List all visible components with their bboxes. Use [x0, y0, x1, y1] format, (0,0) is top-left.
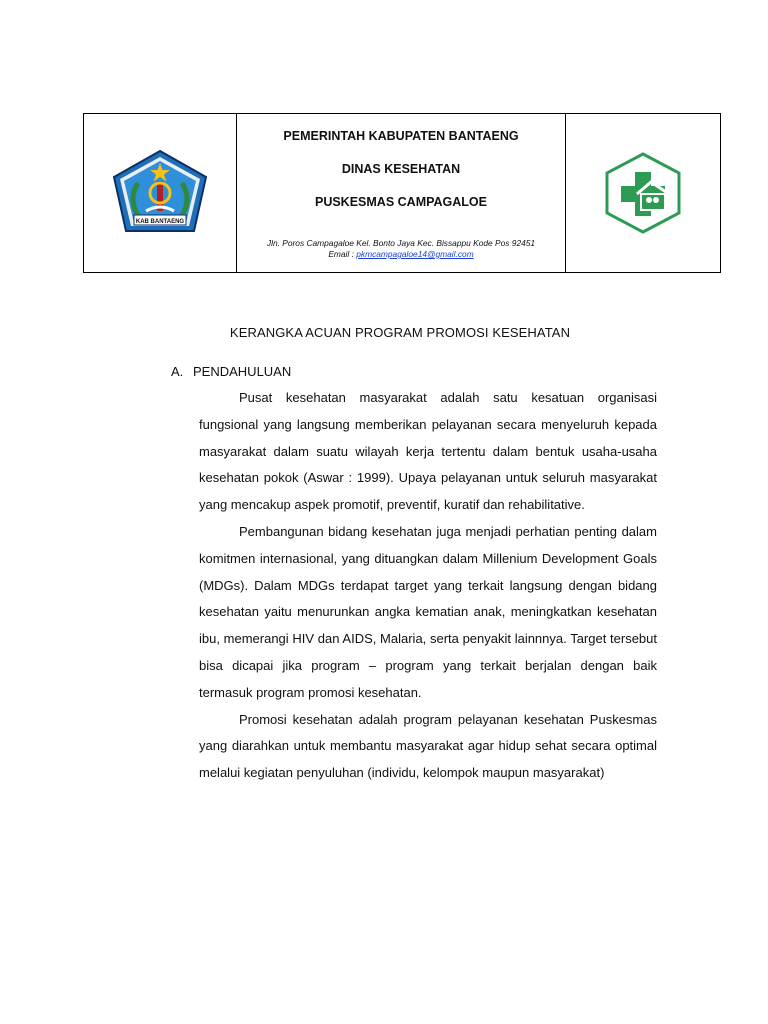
paragraph: Pembangunan bidang kesehatan juga menjadi perhatian penting dalam komitmen internasional, yang dituangkan dalam Millenium Development Goals (MDGs). Dalam MDGs terdapat target yang terkait langsung dengan bidang kesehatan yaitu menurunkan angka kematian anak, meningkatkan kesehatan ibu, memerangi HIV dan AIDS, Malaria, serta penyakit lainnnya. Target tersebut bisa dicapai jika program – program yang terkait berjalan dengan baik termasuk program promosi kesehatan.: [199, 523, 657, 700]
letterhead-table: [83, 113, 721, 273]
institution-header: [237, 114, 566, 272]
email-label: Email :: [328, 249, 357, 259]
puskesmas-logo-icon: [601, 150, 685, 236]
paragraph: Pusat kesehatan masyarakat adalah satu kesatuan organisasi fungsional yang langsung memberikan pelayanan secara menyeluruh kepada masyarakat dalam suatu wilayah kerja tertentu dalam bentuk usaha-usaha kesehatan pokok (Aswar : 1999). Upaya pelayanan untuk seluruh masyarakat yang mencakup aspek promotif, preventif, kuratif dan rehabilitative.: [199, 390, 657, 513]
document-title: KERANGKA ACUAN PROGRAM PROMOSI KESEHATAN: [229, 325, 571, 340]
address-line: Jln. Poros Campagaloe Kel. Bonto Jaya Kec. Bissappu Kode Pos 92451: [266, 238, 536, 248]
emblem-ribbon-text: KAB BANTAENG: [135, 219, 185, 225]
puskesmas-name: PUSKESMAS CAMPAGALOE: [314, 195, 487, 209]
kabupaten-bantaeng-emblem-icon: [110, 147, 210, 239]
paragraph: Promosi kesehatan adalah program pelayanan kesehatan Puskesmas yang diarahkan untuk membantu masyarakat agar hidup sehat secara optimal melalui kegiatan penyuluhan (individu, kelompok maupun masyarakat): [199, 711, 657, 781]
section-title: PENDAHULUAN: [193, 364, 292, 379]
email-link[interactable]: pkmcampagaloe14@gmail.com: [356, 249, 474, 259]
left-logo-cell: [84, 114, 237, 272]
right-logo-cell: [566, 114, 720, 272]
section-heading: [171, 364, 291, 379]
body-text: [199, 385, 657, 787]
department-name: DINAS KESEHATAN: [341, 162, 461, 176]
section-number: A.: [171, 364, 184, 379]
address-block: [237, 238, 565, 260]
government-name: PEMERINTAH KABUPATEN BANTAENG: [283, 129, 519, 143]
email-line: [237, 249, 565, 260]
